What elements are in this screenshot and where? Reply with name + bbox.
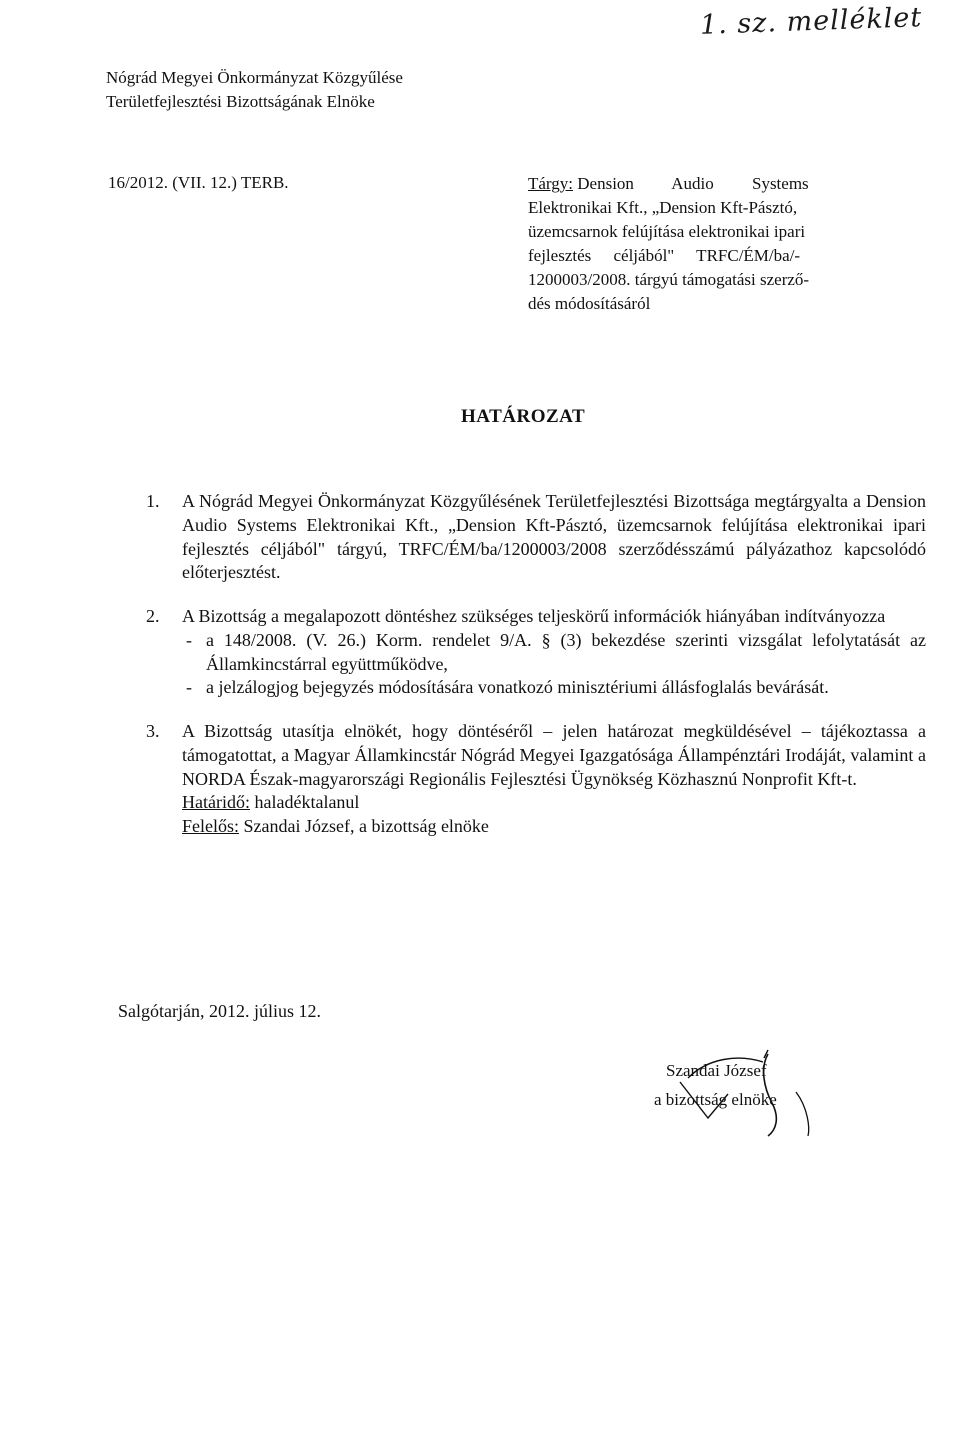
responsible-line — [182, 815, 926, 839]
subject-line-4: fejlesztés céljából" TRFC/ÉM/ba/- — [528, 246, 801, 265]
item-intro: A Bizottság a megalapozott döntéshez szükséges teljeskörű információk hiányában indítványozza — [182, 606, 886, 626]
item-bullet-1: - a 148/2008. (V. 26.) Korm. rendelet 9/A. § (3) bekezdése szerinti vizsgálat lefolytatását az Államkincstárral együttműködve, — [186, 629, 926, 674]
deadline-label: Határidő: — [182, 792, 250, 813]
deadline-line — [182, 791, 926, 815]
reference-number: 16/2012. (VII. 12.) TERB. — [108, 173, 289, 192]
subject-line-2: Elektronikai Kft., „Dension Kft-Pásztó, — [528, 198, 798, 217]
issuer-line-2: Területfejlesztési Bizottságának Elnöke — [106, 92, 375, 111]
resolution-item-2 — [146, 605, 926, 700]
subject-line-6: dés módosításáról — [528, 294, 651, 313]
subject-line-1: Tárgy: Dension Audio Systems — [528, 174, 809, 193]
item-bullet-2: - a jelzálogjog bejegyzés módosítására vonatkozó minisztériumi állásfoglalás bevárását. — [186, 677, 829, 698]
signatory-name: Szandai József — [666, 1061, 767, 1080]
place-and-date: Salgótarján, 2012. július 12. — [118, 1001, 321, 1021]
deadline-value: haladéktalanul — [254, 792, 360, 813]
item-text: A Nógrád Megyei Önkormányzat Közgyűlésének Területfejlesztési Bizottsága megtárgyalta a Dension Audio Systems Elektronikai Kft., „Dension Kft-Pásztó, üzemcsarnok felújítása elektronikai ipari fejlesztés céljából" tárgyú, TRFC/ÉM/ba/1200003/2008 szerződésszámú pályázathoz kapcsolódó előterjesztést. — [182, 491, 926, 583]
responsible-label: Felelős: — [182, 816, 239, 836]
document-title: HATÁROZAT — [461, 406, 586, 427]
resolution-items — [146, 490, 926, 859]
subject-line-5: 1200003/2008. tárgyú támogatási szerző- — [528, 270, 810, 289]
issuer-header — [106, 66, 403, 114]
responsible-value: Szandai József, a bizottság elnöke — [243, 816, 489, 836]
signatory-role: a bizottság elnöke — [654, 1090, 777, 1109]
issuer-line-1: Nógrád Megyei Önkormányzat Közgyűlése — [106, 68, 403, 87]
item-number: 1. — [146, 491, 160, 511]
resolution-item-1 — [146, 490, 926, 585]
subject-block — [528, 172, 900, 316]
item-number: 2. — [146, 606, 160, 626]
item-text: A Bizottság utasítja elnökét, hogy döntéséről – jelen határozat megküldésével – tájékoztassa a támogatottat, a Magyar Államkincstár Nógrád Megyei Igazgatósága Állampénztári Irodáját, valamint a NORDA Észak-magyarországi Regionális Fejlesztési Ügynökség Közhasznú Nonprofit Kft-t. — [182, 721, 926, 789]
handwritten-annex-note: 1. sz. melléklet — [699, 2, 923, 41]
subject-line-3: üzemcsarnok felújítása elektronikai ipari — [528, 222, 806, 241]
signatory-block — [654, 1056, 777, 1114]
subject-label: Tárgy: — [528, 174, 574, 193]
resolution-item-3 — [146, 720, 926, 839]
item-number: 3. — [146, 721, 160, 741]
